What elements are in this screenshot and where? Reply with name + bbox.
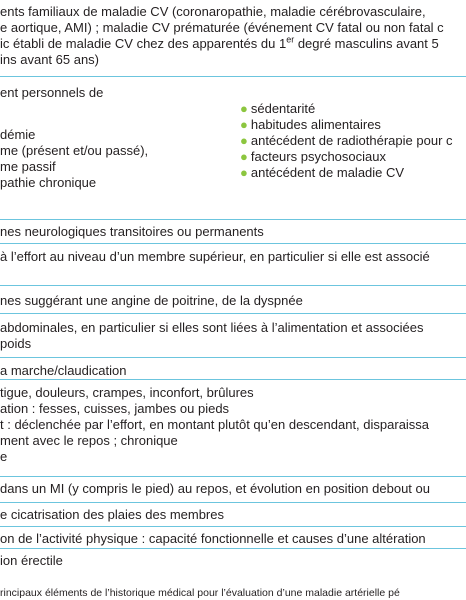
family-history-line	[0, 36, 466, 52]
bullet-icon: ●	[240, 165, 248, 180]
row-divider	[0, 76, 466, 77]
bullet-icon: ●	[240, 133, 248, 148]
personal-history-item: facteurs psychosociaux	[250, 149, 386, 164]
family-history-row	[0, 4, 466, 68]
row-divider	[0, 526, 466, 527]
row-divider	[0, 502, 466, 503]
angina-text: nes suggérant une angine de poitrine, de la dyspnée	[0, 293, 303, 308]
row-divider	[0, 285, 466, 286]
family-history-line: ins avant 65 ans)	[0, 52, 100, 67]
bullet-icon: ●	[240, 101, 248, 116]
personal-history-right-column	[240, 101, 453, 181]
claudication-detail: ation : fesses, cuisses, jambes ou pieds	[0, 401, 230, 416]
erectile-text: ion érectile	[0, 553, 63, 568]
claudication-row	[0, 363, 466, 379]
upper-limb-effort-row	[0, 249, 466, 265]
table-caption: rincipaux éléments de l’historique médical pour l’évaluation d’une maladie artérielle pé	[0, 587, 400, 599]
personal-history-item: démie	[0, 127, 36, 142]
row-divider	[0, 476, 466, 477]
rest-pain-row	[0, 481, 466, 497]
personal-history-item: me (présent et/ou passé),	[0, 143, 149, 158]
row-divider	[0, 313, 466, 314]
row-divider	[0, 379, 466, 380]
abdominal-row	[0, 320, 466, 352]
personal-history-row	[0, 85, 466, 213]
claudication-details-row	[0, 385, 466, 465]
bullet-icon: ●	[240, 117, 248, 132]
row-divider	[0, 219, 466, 220]
claudication-detail: e	[0, 449, 8, 464]
claudication-text: a marche/claudication	[0, 363, 127, 378]
row-divider	[0, 357, 466, 358]
claudication-detail: t : déclenchée par l’effort, en montant plutôt qu’en descendant, disparaissa	[0, 417, 430, 432]
physical-activity-row	[0, 531, 466, 547]
family-history-line: e aortique, AMI) ; maladie CV prématurée (événement CV fatal ou non fatal c	[0, 20, 444, 35]
bullet-icon: ●	[240, 149, 248, 164]
claudication-detail: ment avec le repos ; chronique	[0, 433, 178, 448]
personal-history-item: sédentarité	[250, 101, 316, 116]
personal-history-item: antécédent de maladie CV	[250, 165, 405, 180]
wound-healing-row	[0, 507, 466, 523]
rest-pain-text: dans un MI (y compris le pied) au repos, et évolution en position debout ou	[0, 481, 430, 496]
personal-history-item: antécédent de radiothérapie pour c	[250, 133, 453, 148]
physical-activity-text: on de l’activité physique : capacité fonctionnelle et causes d’une altération	[0, 531, 426, 546]
personal-history-heading: ent personnels de	[0, 85, 104, 100]
abdominal-text: poids	[0, 336, 32, 351]
superscript-er: er	[286, 34, 295, 45]
upper-limb-effort-text: à l’effort au niveau d’un membre supérieur, en particulier si elle est associé	[0, 249, 430, 264]
family-history-text: ic établi de maladie CV chez des apparentés du 1	[0, 36, 287, 51]
claudication-detail: tigue, douleurs, crampes, inconfort, brûlures	[0, 385, 254, 400]
family-history-text: degré masculins avant 5	[294, 36, 439, 51]
family-history-line: ents familiaux de maladie CV (coronaropathie, maladie cérébrovasculaire,	[0, 4, 426, 19]
neuro-symptoms-row	[0, 224, 466, 240]
personal-history-item: habitudes alimentaires	[250, 117, 381, 132]
erectile-row	[0, 553, 466, 569]
angina-row	[0, 293, 466, 309]
personal-history-item	[0, 111, 148, 127]
personal-history-item: pathie chronique	[0, 175, 97, 190]
neuro-symptoms-text: nes neurologiques transitoires ou permanents	[0, 224, 264, 239]
abdominal-text: abdominales, en particulier si elles sont liées à l’alimentation et associées	[0, 320, 424, 335]
row-divider	[0, 548, 466, 549]
personal-history-item: me passif	[0, 159, 56, 174]
row-divider	[0, 243, 466, 244]
wound-healing-text: e cicatrisation des plaies des membres	[0, 507, 224, 522]
